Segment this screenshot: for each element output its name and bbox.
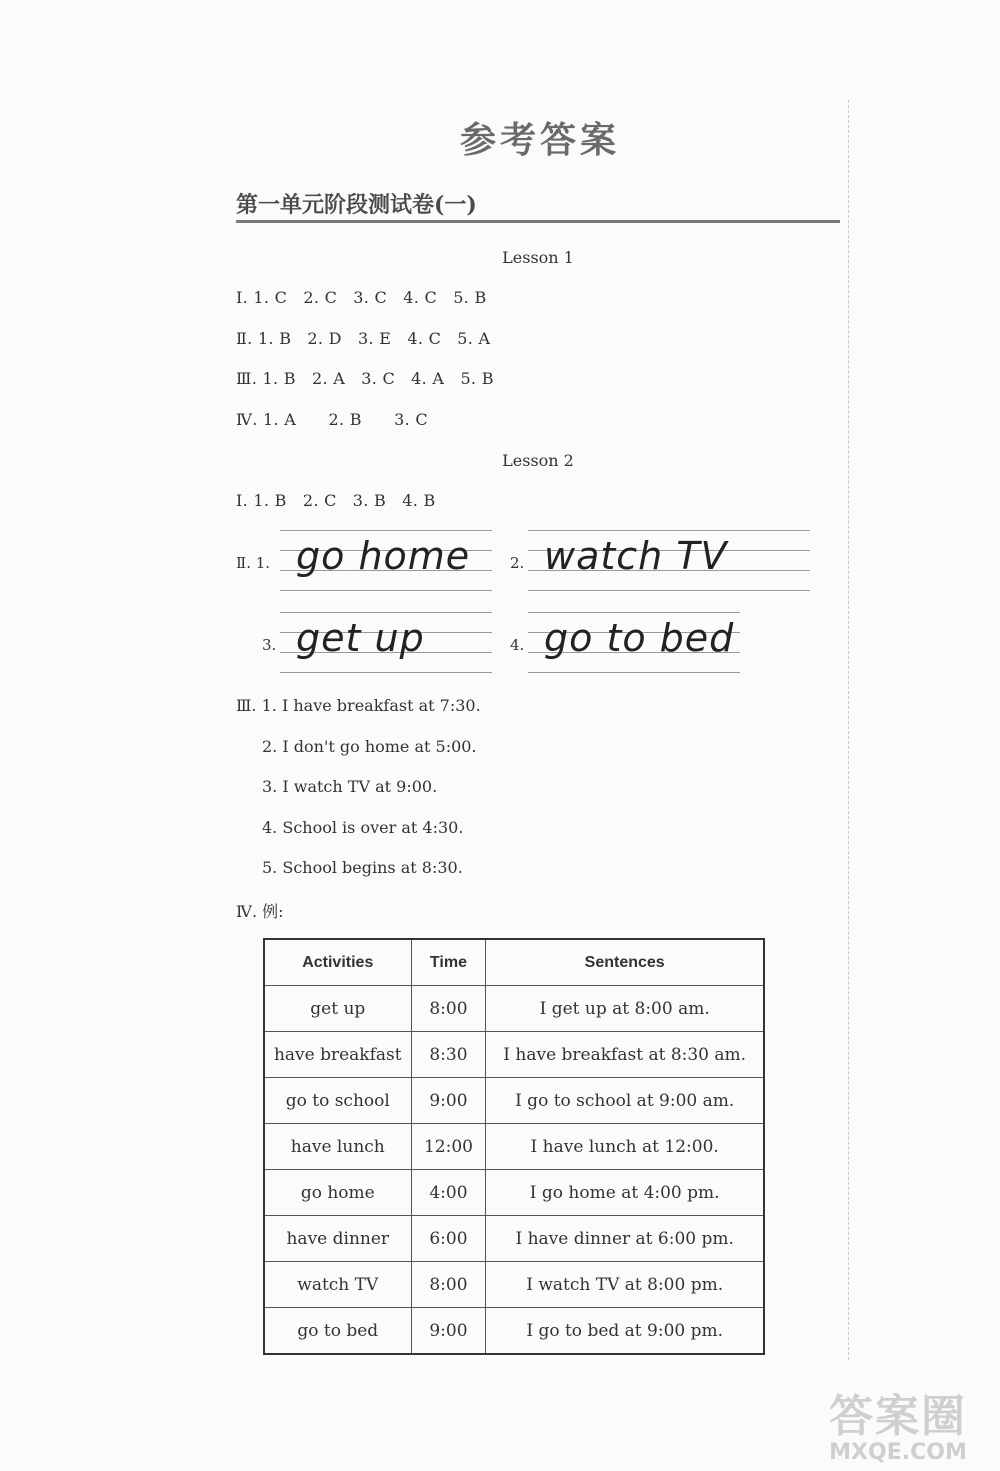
handwriting-box xyxy=(528,612,740,672)
sentence-cell: I have lunch at 12:00. xyxy=(486,1124,764,1170)
section-header xyxy=(236,188,840,223)
header-time: Time xyxy=(411,939,486,986)
sentence-cell: I watch TV at 8:00 pm. xyxy=(486,1262,764,1308)
sentence-cell: I go to school at 9:00 am. xyxy=(486,1078,764,1124)
activity-cell: watch TV xyxy=(264,1262,411,1308)
sentence-cell: I have dinner at 6:00 pm. xyxy=(486,1216,764,1262)
lesson1-answer-line: Ⅱ. 1. B 2. D 3. E 4. C 5. A xyxy=(236,329,491,348)
time-cell: 12:00 xyxy=(411,1124,486,1170)
table-body xyxy=(264,986,764,1355)
sentence-cell: I go to bed at 9:00 pm. xyxy=(486,1308,764,1355)
part3-sentence: 2. I don't go home at 5:00. xyxy=(262,737,477,756)
table-row xyxy=(264,1032,764,1078)
table-row xyxy=(264,1308,764,1355)
lesson1-answer-line: Ⅲ. 1. B 2. A 3. C 4. A 5. B xyxy=(236,369,494,388)
time-cell: 8:00 xyxy=(411,1262,486,1308)
table-row xyxy=(264,1262,764,1308)
table-row xyxy=(264,1216,764,1262)
time-cell: 6:00 xyxy=(411,1216,486,1262)
lesson1-answer-line: Ⅳ. 1. A 2. B 3. C xyxy=(236,410,428,429)
handwriting-box xyxy=(280,530,492,590)
watermark-logo xyxy=(808,1380,988,1465)
handwriting-box xyxy=(528,530,810,590)
header-sentences: Sentences xyxy=(486,939,764,986)
watermark-url: MXQE.COM xyxy=(829,1440,967,1465)
activity-cell: get up xyxy=(264,986,411,1032)
time-cell: 8:00 xyxy=(411,986,486,1032)
table-row xyxy=(264,1170,764,1216)
handwriting-box xyxy=(280,612,492,672)
sentence-cell: I go home at 4:00 pm. xyxy=(486,1170,764,1216)
time-cell: 4:00 xyxy=(411,1170,486,1216)
handwritten-phrase: go to bed xyxy=(544,616,735,660)
part3-sentence: Ⅲ. 1. I have breakfast at 7:30. xyxy=(236,696,481,715)
time-cell: 8:30 xyxy=(411,1032,486,1078)
sentence-cell: I have breakfast at 8:30 am. xyxy=(486,1032,764,1078)
lesson2-heading: Lesson 2 xyxy=(502,451,574,470)
activity-cell: go home xyxy=(264,1170,411,1216)
activity-cell: go to school xyxy=(264,1078,411,1124)
header-activities: Activities xyxy=(264,939,411,986)
sentence-cell: I get up at 8:00 am. xyxy=(486,986,764,1032)
page-title: 参考答案 xyxy=(459,119,620,161)
watermark-text: 答案圈 xyxy=(829,1391,967,1442)
handwritten-phrase: watch TV xyxy=(544,534,728,578)
activity-cell: have dinner xyxy=(264,1216,411,1262)
activity-cell: have breakfast xyxy=(264,1032,411,1078)
part2-item-number: 4. xyxy=(510,636,525,654)
lesson2-part1-answers: Ⅰ. 1. B 2. C 3. B 4. B xyxy=(236,491,436,510)
time-cell: 9:00 xyxy=(411,1308,486,1355)
activity-cell: go to bed xyxy=(264,1308,411,1355)
time-cell: 9:00 xyxy=(411,1078,486,1124)
handwritten-phrase: go home xyxy=(296,534,471,578)
section-title: 第一单元阶段测试卷(一) xyxy=(236,192,477,218)
table-row xyxy=(264,1078,764,1124)
lesson1-answer-line: Ⅰ. 1. C 2. C 3. C 4. C 5. B xyxy=(236,288,487,307)
part2-item-number: 3. xyxy=(262,636,277,654)
part3-sentence: 3. I watch TV at 9:00. xyxy=(262,777,438,796)
margin-dashed-line xyxy=(848,100,849,1360)
activity-cell: have lunch xyxy=(264,1124,411,1170)
part4-label: Ⅳ. 例: xyxy=(236,902,284,921)
part3-sentence: 5. School begins at 8:30. xyxy=(262,858,463,877)
table-row xyxy=(264,1124,764,1170)
activities-table xyxy=(263,938,765,1355)
table-row xyxy=(264,986,764,1032)
handwritten-phrase: get up xyxy=(296,616,425,660)
table-header-row xyxy=(264,939,764,986)
part2-item-number: 2. xyxy=(510,554,525,572)
part3-sentence: 4. School is over at 4:30. xyxy=(262,818,464,837)
part2-label: Ⅱ. 1. xyxy=(236,554,271,572)
lesson1-heading: Lesson 1 xyxy=(502,248,574,267)
